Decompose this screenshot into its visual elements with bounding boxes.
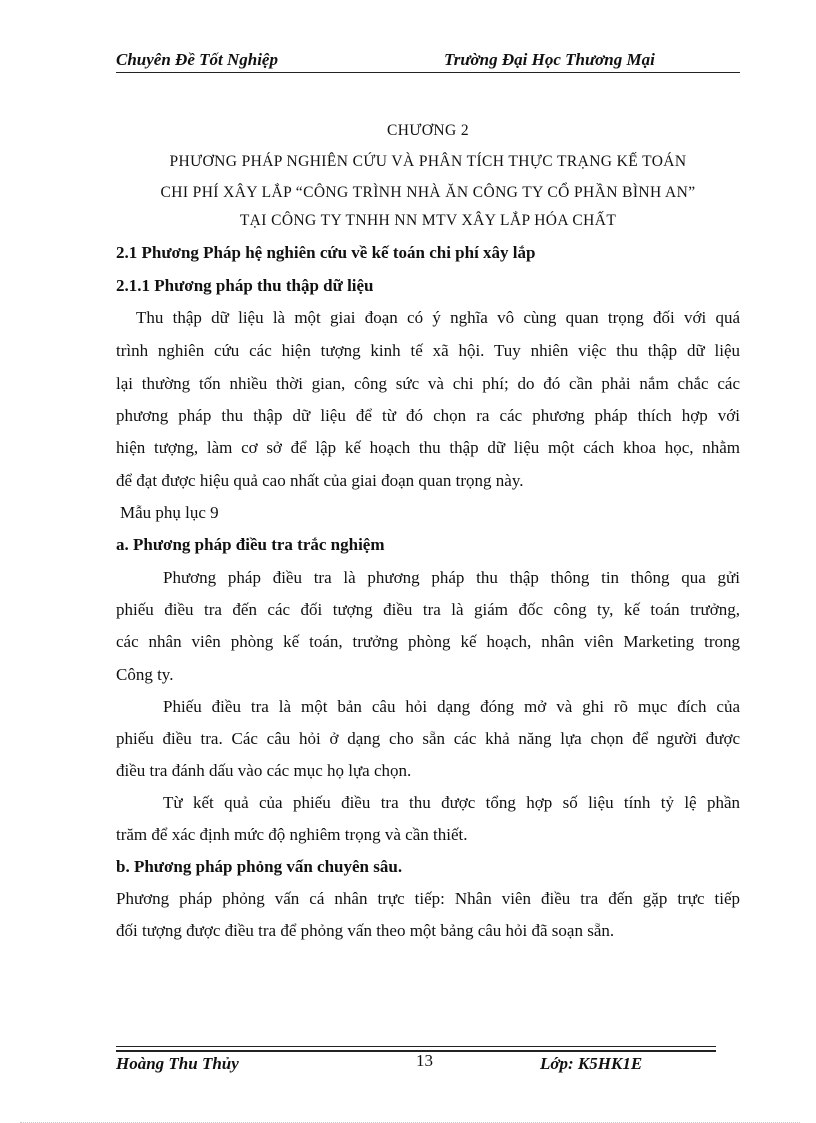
paragraph-5-line: đối tượng được điều tra để phỏng vấn theo một bảng câu hỏi đã soạn sẵn. bbox=[116, 921, 615, 940]
page-header bbox=[116, 48, 740, 73]
paragraph-4-line: trăm để xác định mức độ nghiêm trọng và cần thiết. bbox=[116, 825, 468, 844]
paragraph-1-line: để đạt được hiệu quả cao nhất của giai đoạn quan trọng này. bbox=[116, 471, 524, 490]
section-2-1-heading: 2.1 Phương Pháp hệ nghiên cứu về kế toán chi phí xây lắp bbox=[116, 243, 536, 262]
chapter-number: CHƯƠNG 2 bbox=[387, 122, 469, 139]
footer-rule-thin bbox=[116, 1046, 716, 1047]
page-number: 13 bbox=[416, 1051, 433, 1070]
footer-class: Lớp: K5HK1E bbox=[540, 1054, 643, 1073]
paragraph-2-line: Công ty. bbox=[116, 665, 174, 684]
paragraph-1-line: Thu thập dữ liệu là một giai đoạn có ý nghĩa vô cùng quan trọng đối với quá bbox=[136, 308, 740, 327]
paragraph-3-line: điều tra đánh dấu vào các mục họ lựa chọn. bbox=[116, 761, 412, 780]
section-2-1-1-heading: 2.1.1 Phương pháp thu thập dữ liệu bbox=[116, 276, 374, 295]
paragraph-1-line: hiện tượng, làm cơ sở để lập kế hoạch thu thập dữ liệu một cách khoa học, nhằm bbox=[116, 438, 740, 457]
paragraph-2-line: phiếu điều tra đến các đối tượng điều tra là giám đốc công ty, kế toán trưởng, bbox=[116, 600, 740, 619]
paragraph-3-line: phiếu điều tra. Các câu hỏi ở dạng cho sẵn các khả năng lựa chọn để người được bbox=[116, 729, 740, 748]
paragraph-4-line: Từ kết quả của phiếu điều tra thu được tổng hợp số liệu tính tỷ lệ phần bbox=[163, 793, 740, 812]
footer-author: Hoàng Thu Thủy bbox=[116, 1054, 239, 1073]
header-right-title: Trường Đại Học Thương Mại bbox=[444, 50, 655, 69]
subsection-b-heading: b. Phương pháp phỏng vấn chuyên sâu. bbox=[116, 857, 403, 876]
chapter-title-line-2: CHI PHÍ XÂY LẮP “CÔNG TRÌNH NHÀ ĂN CÔNG TY CỔ PHẦN BÌNH AN” bbox=[160, 184, 696, 201]
header-left-title: Chuyên Đề Tốt Nghiệp bbox=[116, 50, 278, 69]
paragraph-1-line: lại thường tốn nhiều thời gian, công sức và chi phí; do đó cần phải nắm chắc các bbox=[116, 374, 740, 393]
subsection-a-heading: a. Phương pháp điều tra trắc nghiệm bbox=[116, 535, 385, 554]
appendix-note: Mẫu phụ lục 9 bbox=[120, 503, 219, 522]
paragraph-2-line: các nhân viên phòng kế toán, trưởng phòng kế hoạch, nhân viên Marketing trong bbox=[116, 632, 740, 651]
paragraph-2-line: Phương pháp điều tra là phương pháp thu thập thông tin thông qua gửi bbox=[163, 568, 740, 587]
chapter-title-line-3: TẠI CÔNG TY TNHH NN MTV XÂY LẮP HÓA CHẤT bbox=[239, 212, 617, 229]
chapter-title-line-1: PHƯƠNG PHÁP NGHIÊN CỨU VÀ PHÂN TÍCH THỰC TRẠNG KẾ TOÁN bbox=[169, 153, 687, 170]
paragraph-3-line: Phiếu điều tra là một bản câu hỏi dạng đóng mở và ghi rõ mục đích của bbox=[163, 697, 740, 716]
paragraph-1-line: phương pháp thu thập dữ liệu để từ đó chọn ra các phương pháp thích hợp với bbox=[116, 406, 740, 425]
paragraph-1-line: trình nghiên cứu các hiện tượng kinh tế xã hội. Tuy nhiên việc thu thập dữ liệu bbox=[116, 341, 740, 360]
paragraph-5-line: Phương pháp phỏng vấn cá nhân trực tiếp: Nhân viên điều tra đến gặp trực tiếp bbox=[116, 889, 740, 908]
